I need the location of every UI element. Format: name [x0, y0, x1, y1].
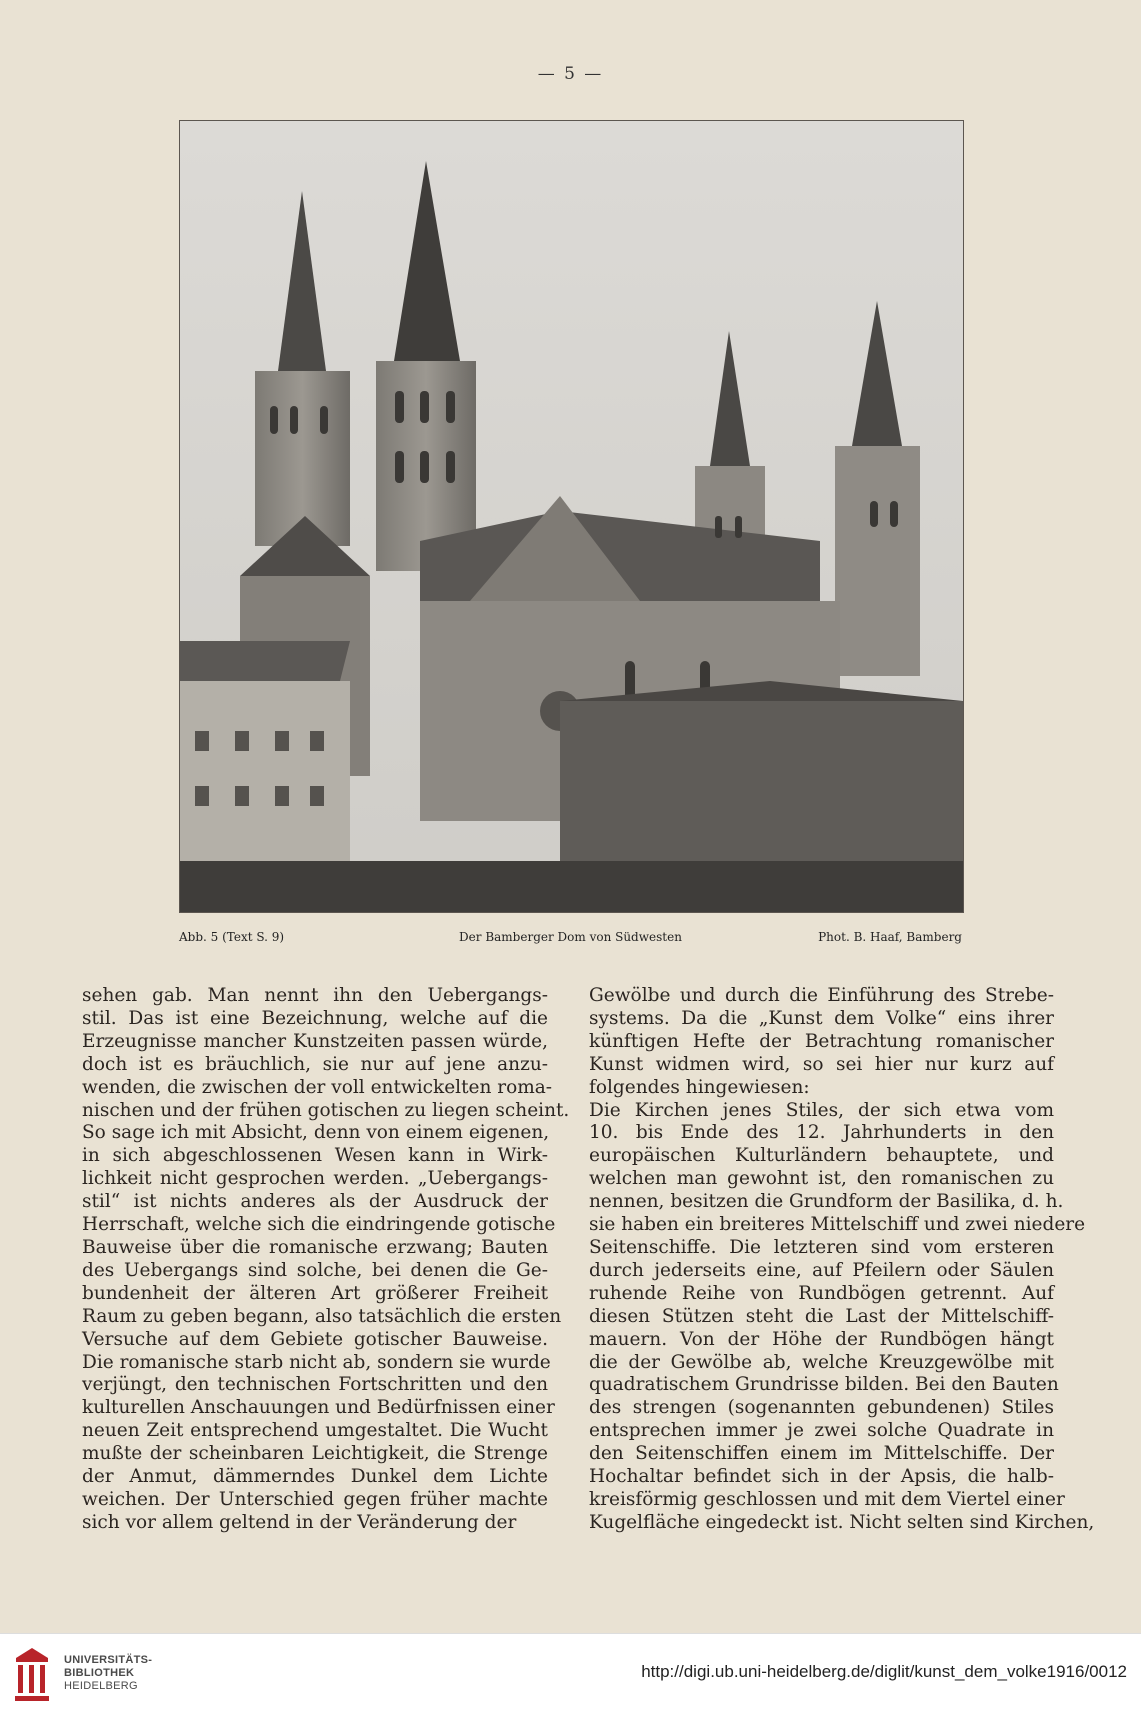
caption-photo-credit: Phot. B. Haaf, Bamberg [818, 930, 962, 944]
text-line: künftigen Hefte der Betrachtung romanischer [589, 1030, 1054, 1052]
text-column-left [82, 985, 570, 1535]
text-line: kreisförmig geschlossen und mit dem Viertel einer [589, 1488, 1065, 1510]
text-line: Versuche auf dem Gebiete gotischer Bauweise. [82, 1328, 548, 1350]
text-line: Erzeugnisse mancher Kunstzeiten passen würde, [82, 1030, 548, 1052]
text-line: quadratischem Grundrisse bilden. Bei den Bauten [589, 1374, 1059, 1396]
text-line: der Anmut, dämmerndes Dunkel dem Lichte [82, 1466, 548, 1488]
text-line: diesen Stützen steht die Last der Mittelschiff- [589, 1305, 1054, 1327]
text-column-right [589, 985, 1095, 1535]
permalink-url[interactable]: http://digi.ub.uni-heidelberg.de/diglit/kunst_dem_volke1916/0012 [641, 1662, 1127, 1681]
text-line: europäischen Kulturländern behauptete, und [589, 1145, 1054, 1167]
text-line: die der Gewölbe ab, welche Kreuzgewölbe mit [589, 1351, 1054, 1373]
footer-bar [0, 1633, 1141, 1717]
text-line: weichen. Der Unterschied gegen früher machte [82, 1488, 548, 1510]
text-line: sich vor allem geltend in der Veränderung der [82, 1511, 517, 1533]
logo-line-3: HEIDELBERG [64, 1680, 138, 1692]
text-line: nischen und der frühen gotischen zu liegen scheint. [82, 1099, 570, 1121]
text-line: Die romanische starb nicht ab, sondern sie wurde [82, 1351, 551, 1373]
text-line: in sich abgeschlossenen Wesen kann in Wirk- [82, 1145, 548, 1167]
logo-line-2: BIBLIOTHEK [64, 1667, 135, 1679]
page-number: — 5 — [537, 64, 604, 84]
text-line: systems. Da die „Kunst dem Volke“ eins ihrer [589, 1007, 1054, 1029]
text-line: 10. bis Ende des 12. Jahrhunderts in den [589, 1122, 1054, 1144]
text-line: Die Kirchen jenes Stiles, der sich etwa vom [589, 1099, 1054, 1121]
text-line: Kugelfläche eingedeckt ist. Nicht selten sind Kirchen, [589, 1511, 1095, 1533]
text-line: neuen Zeit entsprechend umgestaltet. Die Wucht [82, 1420, 548, 1442]
text-line: stil“ ist nichts anderes als der Ausdruck der [82, 1191, 548, 1213]
text-line: des Uebergangs sind solche, bei denen die Ge- [82, 1259, 548, 1281]
text-line: Raum zu geben begann, also tatsächlich die ersten [82, 1305, 562, 1327]
text-line: nennen, besitzen die Grundform der Basilika, d. h. [589, 1191, 1064, 1213]
text-line: entsprechen immer je zwei solche Quadrate in [589, 1420, 1054, 1442]
text-line: bundenheit der älteren Art größerer Freiheit [82, 1282, 548, 1304]
text-line: welchen man gewohnt ist, den romanischen zu [589, 1168, 1054, 1190]
text-line: Seitenschiffe. Die letzteren sind vom ersteren [589, 1236, 1054, 1258]
figure-caption [179, 930, 962, 950]
text-line: mauern. Von der Höhe der Rundbögen hängt [589, 1328, 1054, 1350]
text-line: Hochaltar befindet sich in der Apsis, die halb- [589, 1466, 1054, 1488]
text-line: ruhende Reihe von Rundbögen getrennt. Auf [589, 1282, 1054, 1304]
text-line: des strengen (sogenannten gebundenen) Stiles [589, 1397, 1054, 1419]
text-line: stil. Das ist eine Bezeichnung, welche auf die [82, 1007, 548, 1029]
text-line: Herrschaft, welche sich die eindringende gotische [82, 1214, 556, 1236]
text-line: Gewölbe und durch die Einführung des Strebe- [589, 985, 1054, 1006]
logo-line-1: UNIVERSITÄTS- [64, 1654, 153, 1666]
text-line: Bauweise über die romanische erzwang; Bauten [82, 1236, 548, 1258]
text-line: mußte der scheinbaren Leichtigkeit, die Strenge [82, 1443, 548, 1465]
text-line: den Seitenschiffen einem im Mittelschiffe. Der [589, 1443, 1054, 1465]
text-line: verjüngt, den technischen Fortschritten und den [82, 1374, 548, 1396]
text-line: wenden, die zwischen der voll entwickelten roma- [82, 1076, 553, 1098]
text-line: kulturellen Anschauungen und Bedürfnissen einer [82, 1397, 555, 1419]
text-line: sehen gab. Man nennt ihn den Uebergangs- [82, 985, 548, 1006]
caption-title: Der Bamberger Dom von Südwesten [459, 930, 682, 944]
text-line: lichkeit nicht gesprochen werden. „Uebergangs- [82, 1168, 548, 1190]
university-library-logo-icon [12, 1646, 52, 1704]
text-line: folgendes hingewiesen: [589, 1076, 810, 1098]
text-line: So sage ich mit Absicht, denn von einem eigenen, [82, 1122, 550, 1144]
caption-figure-ref: Abb. 5 (Text S. 9) [179, 930, 285, 944]
text-line: durch jederseits eine, auf Pfeilern oder Säulen [589, 1259, 1054, 1281]
text-line: doch ist es bräuchlich, sie nur auf jene anzu- [82, 1053, 548, 1075]
text-line: sie haben ein breiteres Mittelschiff und zwei niedere [589, 1214, 1086, 1236]
cathedral-photograph [179, 120, 964, 913]
text-line: Kunst widmen wird, so sei hier nur kurz auf [589, 1053, 1054, 1075]
logo-wordmark [64, 1654, 152, 1693]
